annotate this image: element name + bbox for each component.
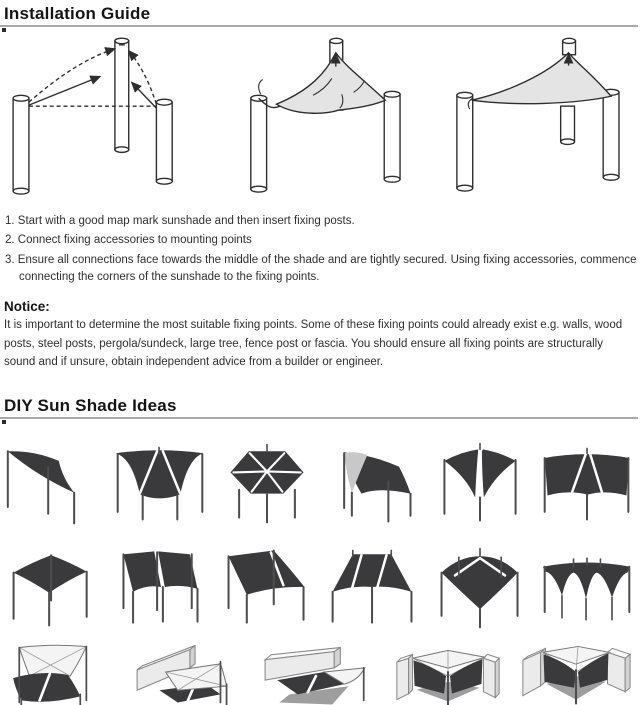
left-wall: [523, 648, 546, 695]
twin-square-panels-icon: [537, 433, 637, 533]
right-wall: [483, 654, 499, 697]
idea-cell: [128, 641, 256, 705]
left-post-cylinder: [13, 95, 29, 194]
gable-tent-panels-icon: [323, 533, 423, 641]
idea-cell: [256, 641, 384, 705]
diagram-step-1: [0, 33, 213, 201]
slanted-panel-icon: [217, 533, 317, 641]
loose-shade-diagram: [214, 33, 424, 201]
hexagon-peak-canopy-icon: [430, 533, 530, 641]
idea-cell: [107, 533, 214, 641]
idea-cell: [427, 433, 534, 533]
diagram-step-3: [425, 33, 640, 201]
scalloped-canopy-icon: [537, 533, 637, 641]
installation-title: Installation Guide: [4, 4, 151, 23]
idea-cell: [0, 433, 107, 533]
divider-dot: [2, 420, 6, 424]
posts: [14, 555, 87, 625]
left-post-cylinder: [251, 95, 267, 192]
idea-cell: [213, 433, 320, 533]
tensioned-shade-diagram: [425, 33, 640, 201]
guide-lines: [29, 49, 156, 108]
hexagon-umbrella-icon: [217, 433, 317, 533]
idea-cell: [107, 433, 214, 533]
wall-twist-sail-icon: [259, 641, 381, 705]
right-wall: [607, 648, 630, 691]
left-post-cylinder: [457, 92, 473, 191]
idea-cell: [320, 533, 427, 641]
loose-shade-sail: [276, 53, 385, 113]
notice-title: Notice:: [4, 298, 50, 314]
step-1: 1. Start with a good map mark sunshade and then insert fixing posts.: [5, 215, 355, 227]
wall-hypar-sail-icon: [131, 641, 253, 705]
idea-cell: [0, 533, 107, 641]
installation-diagrams: [0, 33, 640, 201]
idea-cell: [384, 641, 512, 705]
installation-steps: [5, 213, 640, 287]
ideas-divider: [0, 417, 638, 419]
crossed-hypar-sails-icon: [3, 641, 125, 705]
idea-cell: [533, 433, 640, 533]
idea-cell: [533, 533, 640, 641]
tensioned-shade-sail: [468, 53, 611, 109]
right-post-cylinder: [384, 91, 400, 182]
right-post-cylinder: [603, 89, 619, 180]
idea-cell: [427, 533, 534, 641]
butterfly-sail-icon: [110, 433, 210, 533]
ideas-row-1: [0, 433, 640, 533]
idea-cell: [213, 533, 320, 641]
overlapping-triangles-icon: [323, 433, 423, 533]
courtyard-corner-sails-icon: [387, 641, 509, 705]
diy-ideas-title: DIY Sun Shade Ideas: [4, 395, 177, 415]
double-slant-panels-icon: [110, 533, 210, 641]
notice-body: It is important to determine the most suitable fixing points. Some of these fixing points could already exist e.g. walls, wood posts, steel posts, pergola/sundeck, large tree, fence post or fascia. You should ensure all fixing points are structurally sound and if unsure, obtain independent advice from a builder or engineer.: [4, 318, 623, 369]
left-wall: [397, 654, 413, 699]
ideas-row-2: [0, 533, 640, 641]
idea-cell: [512, 641, 640, 705]
posts: [444, 443, 515, 520]
posts-layout-diagram: [6, 33, 206, 201]
shade-ideas-grid: [0, 433, 640, 705]
split-diamond-icon: [430, 433, 530, 533]
single-triangle-sail-icon: [3, 433, 103, 533]
square-hypar-icon: [3, 533, 103, 641]
title-divider: [0, 25, 638, 27]
divider-dot: [2, 28, 6, 32]
step-3: 3. Ensure all connections face towards the middle of the shade and are tightly secured. Using fixing accessories, commence connecting the corners of the sunshade to the fixing points.: [5, 253, 637, 284]
middle-post-cylinder: [115, 38, 129, 152]
diagram-step-2: [213, 33, 426, 201]
step-2: 2. Connect fixing accessories to mounting points: [5, 234, 252, 247]
idea-cell: [320, 433, 427, 533]
ideas-row-3: [0, 641, 640, 705]
idea-cell: [0, 641, 128, 705]
right-post-cylinder: [157, 99, 173, 184]
walled-patio-sails-icon: [515, 641, 637, 705]
